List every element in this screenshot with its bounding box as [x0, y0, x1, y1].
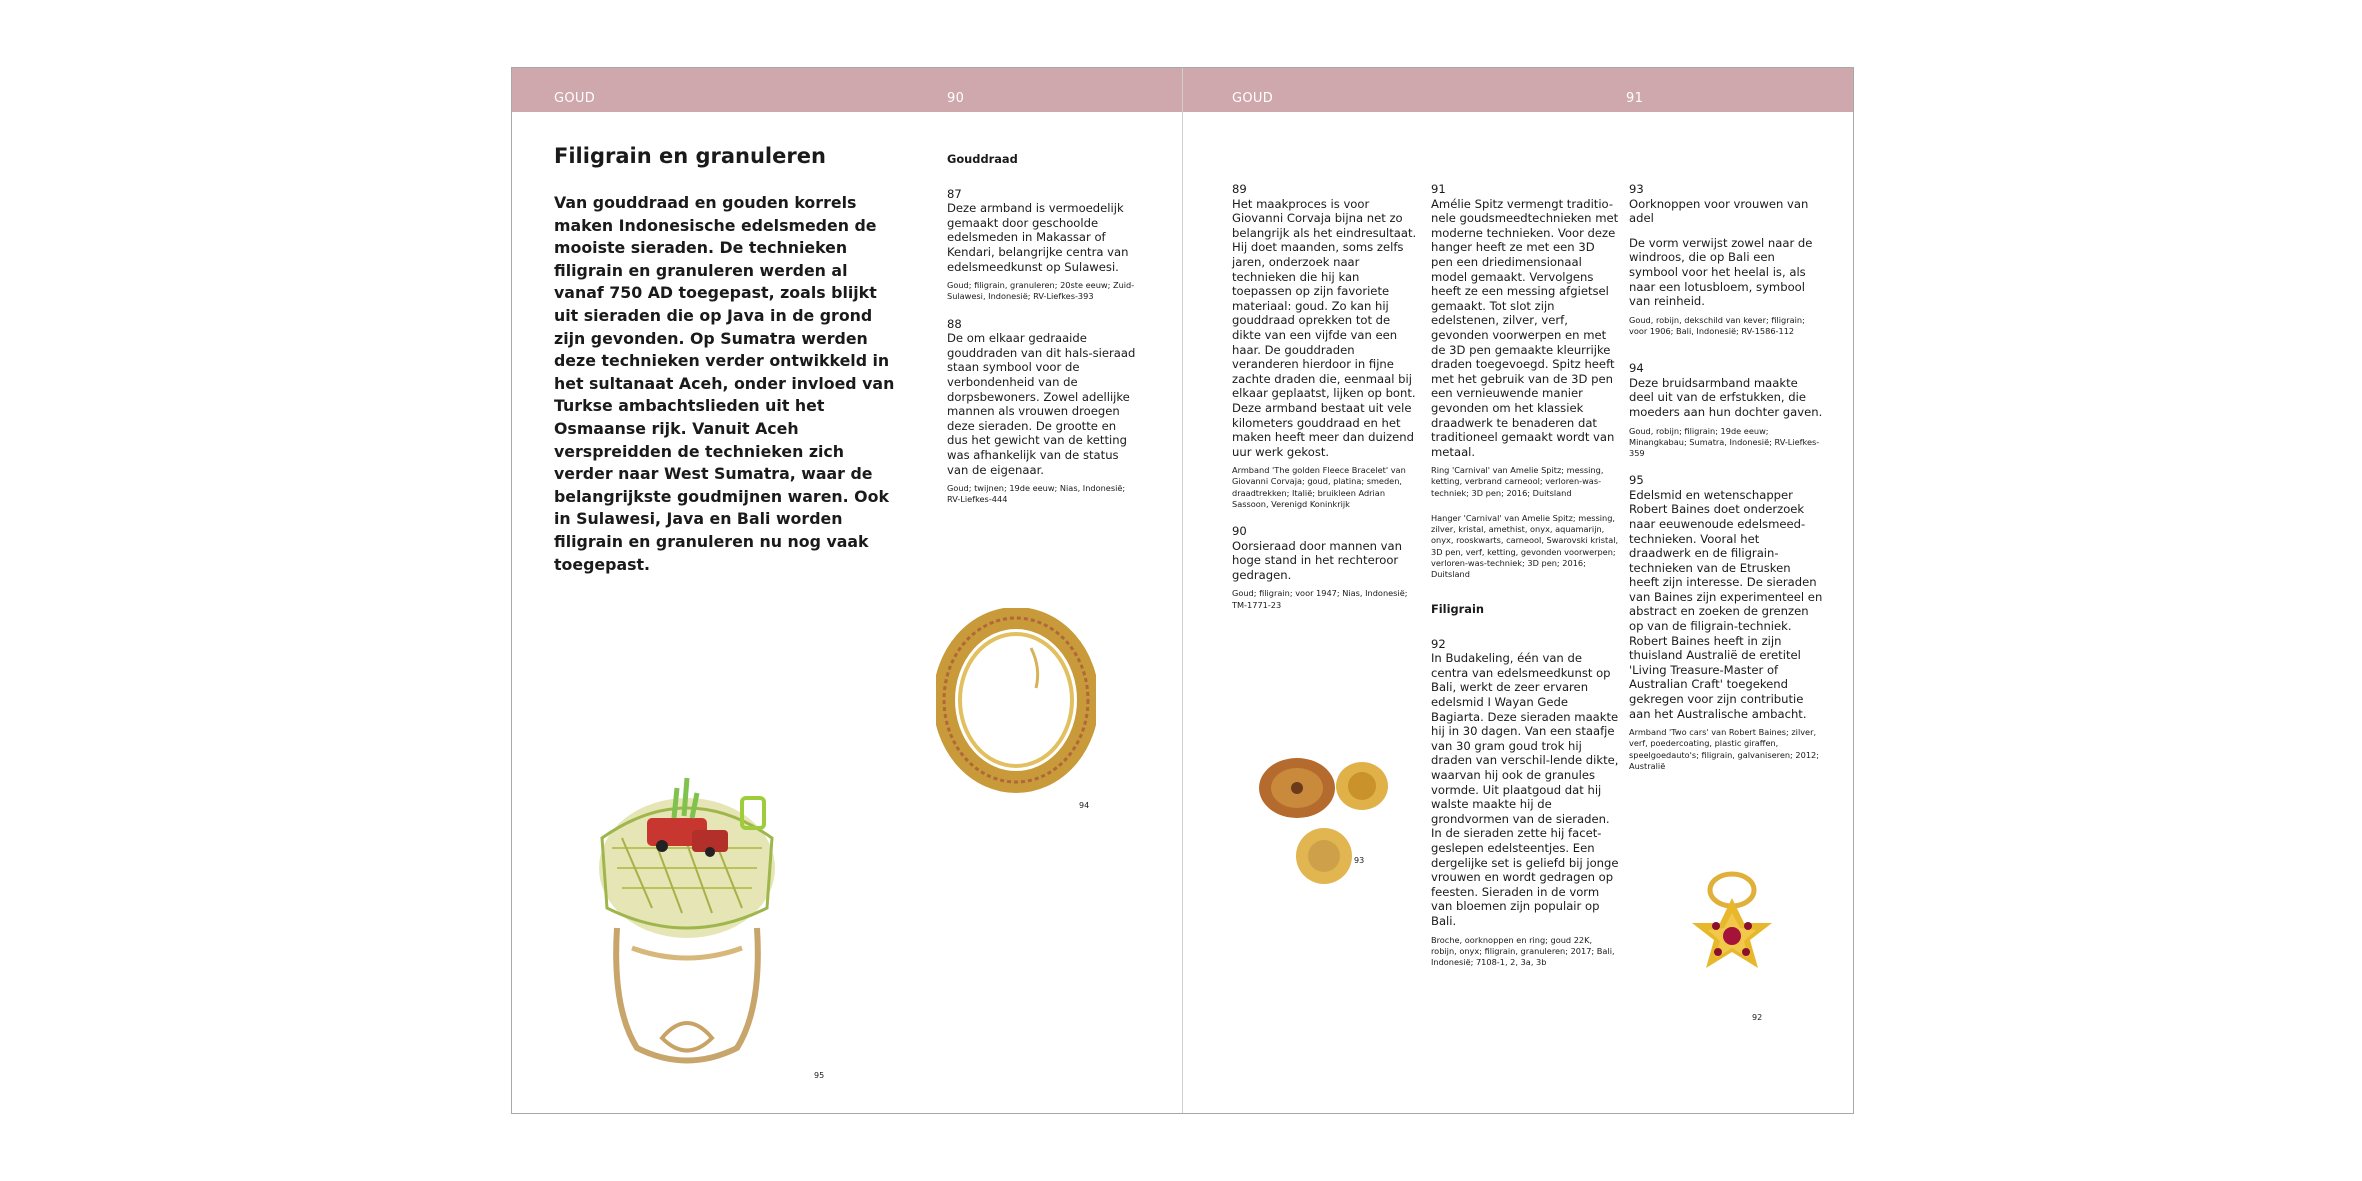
entry-number: 94 — [1629, 361, 1644, 376]
right-column-3 — [1629, 182, 1824, 786]
right-column-1 — [1232, 182, 1420, 625]
entry-number: 90 — [1232, 524, 1247, 539]
section-heading: Gouddraad — [947, 152, 1018, 166]
entry-text: In Budakeling, één van de centra van edelsmeedkunst op Bali, werkt de zeer ervaren edelsmid I Wayan Gede Bagiarta. Deze sieraden maakte hij in 30 dagen. Van een staafje van 30 gram goud trok hij draden van verschil-lende dikte, waarvan hij ook de granules vormde. Uit plaatgoud dat hij walste maakte hij de grondvormen van de sieraden. In de sieraden zette hij facet-geslepen edelsteentjes. Een dergelijke set is geliefd bij jonge vrouwen en wordt gedragen op feesten. Sieraden in de vorm van bloemen zijn populair op Bali. — [1431, 651, 1619, 928]
entry-text: Amélie Spitz vermengt traditio-nele goudsmeedtechnieken met moderne technieken. Voor deze hanger heeft ze met een 3D pen een driedimensionaal model gemaakt. Vervolgens heeft ze een messing afgietsel gemaakt. Tot slot zijn edelstenen, zilver, verf, gevonden voorwerpen en met de 3D pen gemaakte kleurrijke draden toegevoegd. Spitz heeft met het gebruik van de 3D pen een vernieuwende manier gevonden om het klassiek draadwerk te benaderen dat traditioneel gemaakt wordt van metaal. — [1431, 196, 1619, 459]
caption-93: 93 — [1354, 856, 1365, 865]
entry-number: 89 — [1232, 182, 1247, 196]
flower-ring-image — [1672, 868, 1792, 998]
page-gutter — [1182, 68, 1183, 1113]
right-running-head: GOUD — [1232, 91, 1274, 106]
entry-meta: Armband 'Two cars' van Robert Baines; zilver, verf, poedercoating, plastic giraffen, speelgoedauto's; filigrain, galvaniseren; 2012; Australië — [1629, 727, 1819, 771]
caption-92: 92 — [1752, 1013, 1763, 1022]
entry-meta: Hanger 'Carnival' van Amelie Spitz; messing, zilver, kristal, amethist, onyx, aquamarijn, onyx, rooskwarts, carneool, Swarovski kristal, 3D pen, verf, ketting, gevonden voorwerpen; verloren-was-techniek; 3D pen; 2016; Duitsland — [1431, 512, 1619, 579]
left-page-number: 90 — [947, 91, 965, 106]
entry-number: 95 — [1629, 473, 1644, 488]
entry-text: Deze armband is vermoedelijk gemaakt door geschoolde edelsmeden in Makassar of Kendari, belangrijke centra van edelsmeedkunst op Sulawesi. — [947, 201, 1129, 274]
entry-number: 91 — [1431, 182, 1446, 196]
left-running-head: GOUD — [554, 91, 596, 106]
entry-number: 93 — [1629, 182, 1644, 196]
earrings-image — [1252, 748, 1412, 888]
entry-text: Het maakproces is voor Giovanni Corvaja bijna net zo belangrijk als het eindresultaat. Hij doet maanden, soms zelfs jaren, onderzoek naar technieken die hij kan toepassen op zijn favoriete materiaal: goud. Zo kan hij gouddraad oprekken tot de dikte van een vijfde van een haar. De gouddraden veranderen hierdoor in fijne zachte draden die, eenmaal bij elkaar geplaatst, lijken op bont. Deze armband bestaat uit vele kilometers gouddraad en het maken heeft meer dan duizend uur werk gekost. — [1232, 196, 1417, 459]
entry-text: Deze bruidsarmband maakte deel uit van de erfstukken, die moeders aan hun dochter gaven. — [1629, 375, 1823, 419]
entry-number: 88 — [947, 316, 962, 331]
entry-text: De vorm verwijst zowel naar de windroos, die op Bali een symbool voor het heelal is, als naar een lotusbloem, symbool van reinheid. — [1629, 235, 1813, 309]
gold-bangle-image — [936, 608, 1096, 793]
entry-text: Edelsmid en wetenschapper Robert Baines doet onderzoek naar eeuwenoude edelsmeed-technieken. Vooral het draadwerk en de filigrain-technieken van de Etrusken heeft zijn interesse. De sieraden van Baines zijn experimenteel en abstract en zoeken de grenzen op van de filigrain-techniek. Robert Baines heeft in zijn thuisland Australië de eretitel 'Living Treasure-Master of Australian Craft' toegekend gekregen voor zijn contributie aan het Australische ambacht. — [1629, 487, 1823, 721]
section-heading: Filigrain — [1431, 602, 1484, 617]
book-spread — [511, 67, 1854, 1114]
entry-meta: Goud; twijnen; 19de eeuw; Nias, Indonesië; RV-Liefkes-444 — [947, 483, 1126, 505]
entry-meta: Goud, robijn, dekschild van kever; filigrain; voor 1906; Bali, Indonesië; RV-1586-112 — [1629, 314, 1805, 336]
entry-meta: Goud; filigrain, granuleren; 20ste eeuw; Zuid-Sulawesi, Indonesië; RV-Liefkes-393 — [947, 280, 1135, 302]
entry-meta: Armband 'The golden Fleece Bracelet' van Giovanni Corvaja; goud, platina; smeden, draadtrekken; Italië; bruikleen Adrian Sassoon, Verenigd Koninkrijk — [1232, 465, 1406, 509]
filigree-bracelet-image — [592, 718, 782, 1078]
intro-paragraph: Van gouddraad en gouden korrels maken Indonesische edelsmeden de mooiste sieraden. De technieken filigrain en granuleren werden al vanaf 750 AD toegepast, zoals blijkt uit sieraden die op Java in de grond zijn gevonden. Op Sumatra werden deze technieken verder ontwikkeld in het sultanaat Aceh, onder invloed van Turkse ambachtslieden uit het Osmaanse rijk. Vanuit Aceh verspreidden de technieken zich verder naar West Sumatra, waar de belangrijkste goudmijnen waren. Ook in Sulawesi, Java en Bali worden filigrain en granuleren nu nog vaak toegepast. — [554, 193, 895, 574]
entry-text: Oorsieraad door mannen van hoge stand in het rechteroor gedragen. — [1232, 538, 1402, 582]
entry-text: Oorknoppen voor vrouwen van adel — [1629, 196, 1809, 226]
entry-number: 87 — [947, 186, 962, 201]
entry-number: 92 — [1431, 636, 1446, 651]
entry-meta: Goud, robijn; filigrain; 19de eeuw; Minangkabau; Sumatra, Indonesië; RV-Liefkes-359 — [1629, 425, 1820, 458]
right-page-number: 91 — [1626, 91, 1644, 106]
entry-meta: Broche, oorknoppen en ring; goud 22K, robijn, onyx; filigrain, granuleren; 2017; Bali, Indonesië; 7108-1, 2, 3a, 3b — [1431, 934, 1615, 967]
entry-meta: Goud; filigrain; voor 1947; Nias, Indonesië; TM-1771-23 — [1232, 588, 1408, 610]
entry-meta: Ring 'Carnival' van Amelie Spitz; messing, ketting, verbrand carneool; verloren-was-techniek; 3D pen; 2016; Duitsland — [1431, 465, 1604, 498]
right-column-2 — [1431, 182, 1619, 982]
caption-94: 94 — [1079, 801, 1090, 810]
left-entries-column — [947, 152, 1137, 520]
page-title: Filigrain en granuleren — [554, 144, 826, 168]
caption-95: 95 — [814, 1071, 825, 1080]
entry-text: De om elkaar gedraaide gouddraden van dit hals-sieraad staan symbool voor de verbondenheid van de dorpsbewoners. Zowel adellijke mannen als vrouwen droegen deze sieraden. De grootte en dus het gewicht van de ketting was afhankelijk van de status van de eigenaar. — [947, 331, 1136, 477]
